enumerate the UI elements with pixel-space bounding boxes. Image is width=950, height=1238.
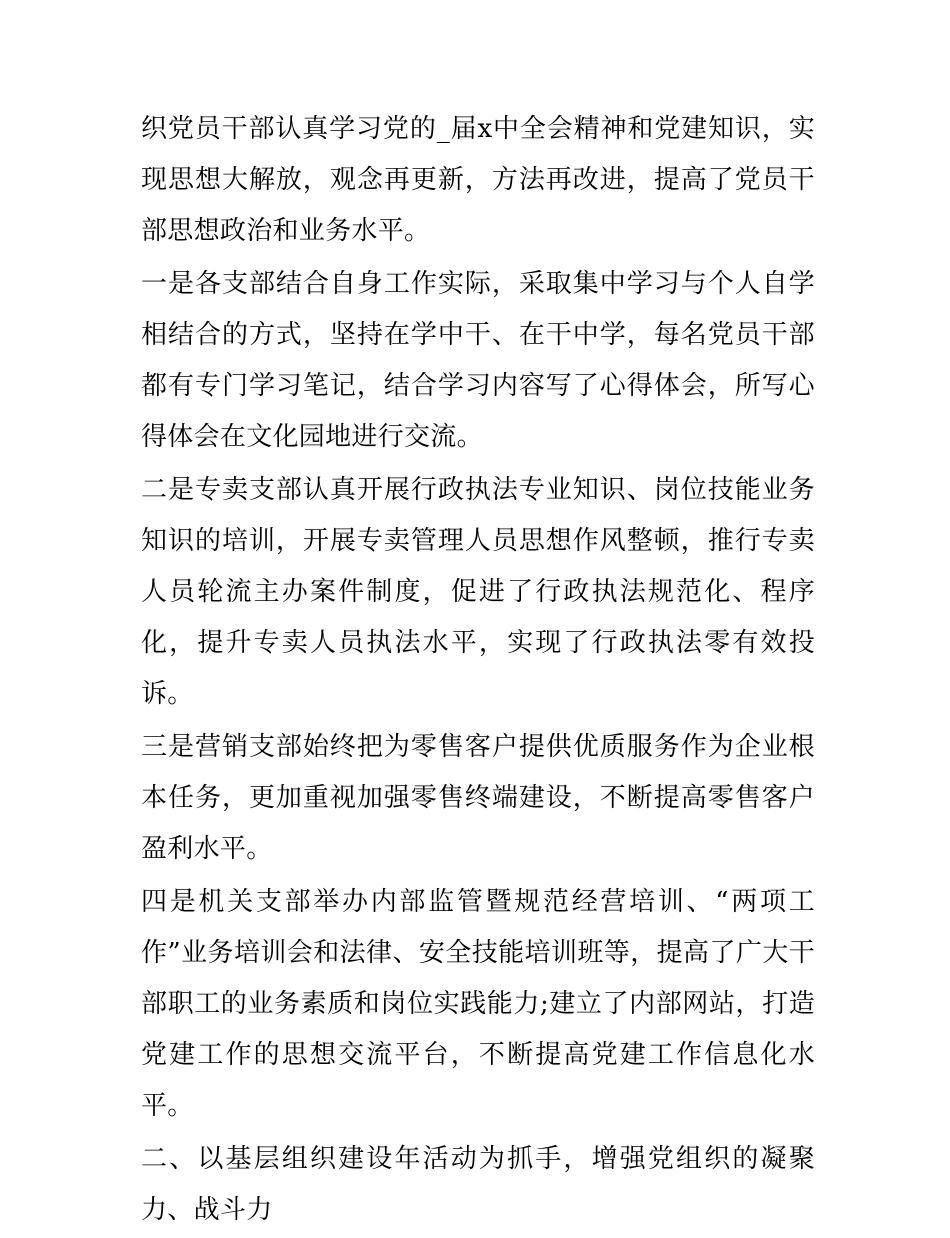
paragraph-study-summary: 织党员干部认真学习党的_届x中全会精神和党建知识，实现思想大解放，观念再更新，方法再改进，提高了党员干部思想政治和业务水平。 bbox=[141, 114, 815, 246]
document-body bbox=[141, 104, 815, 1238]
paragraph-branch-study: 一是各支部结合自身工作实际，采取集中学习与个人自学相结合的方式，坚持在学中干、在干中学，每名党员干部都有专门学习笔记，结合学习内容写了心得体会，所写心得体会在文化园地进行交流。 bbox=[141, 269, 815, 452]
section-heading-grassroots: 二、以基层组织建设年活动为抓手，增强党组织的凝聚力、战斗力 bbox=[141, 1144, 815, 1225]
paragraph-office-branch: 四是机关支部举办内部监管暨规范经营培训、“两项工作”业务培训会和法律、安全技能培训班等，提高了广大干部职工的业务素质和岗位实践能力;建立了内部网站，打造党建工作的思想交流平台，不断提高党建工作信息化水平。 bbox=[141, 887, 815, 1121]
paragraph-monopoly-branch: 二是专卖支部认真开展行政执法专业知识、岗位技能业务知识的培训，开展专卖管理人员思想作风整顿，推行专卖人员轮流主办案件制度，促进了行政执法规范化、程序化，提升专卖人员执法水平，实现了行政执法零有效投诉。 bbox=[141, 475, 815, 709]
paragraph-marketing-branch: 三是营销支部始终把为零售客户提供优质服务作为企业根本任务，更加重视加强零售终端建设，不断提高零售客户盈利水平。 bbox=[141, 732, 815, 864]
